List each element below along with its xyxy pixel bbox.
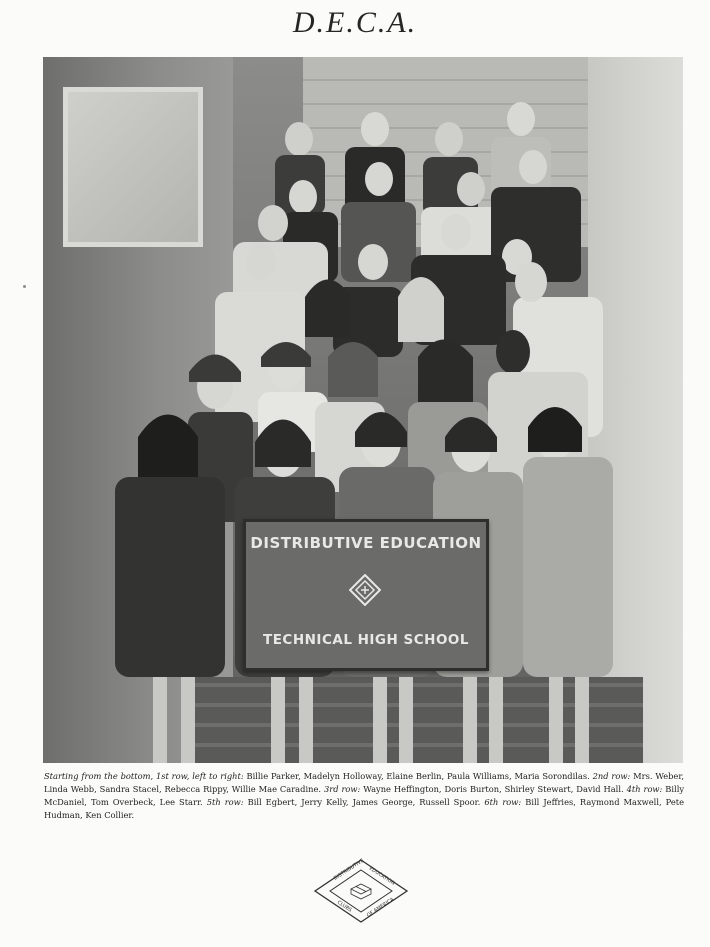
- caption-row-4: Billy McDaniel, Tom Overbeck, Lee Starr.: [44, 784, 685, 807]
- caption-lead: Starting from the bottom, 1st row, left to right:: [44, 771, 244, 781]
- logo-outer-diamond: [315, 857, 407, 922]
- logo-text-left: DISTRIBUTIVE: [332, 857, 366, 882]
- caption-row-6: Bill Jeffries, Raymond Maxwell, Pete Hudman, Ken Collier.: [44, 797, 685, 820]
- logo-text-right: EDUCATION: [367, 865, 396, 887]
- banner-line-1: DISTRIBUTIVE EDUCATION: [250, 534, 482, 552]
- margin-mark: [23, 285, 26, 288]
- caption-row-5: Bill Egbert, Jerry Kelly, James George, Russell Spoor.: [247, 797, 481, 807]
- logo-text-bottom-left: CLUBS: [335, 899, 353, 914]
- caption-row-5-label: 5th row:: [206, 797, 244, 807]
- caption-row-6-label: 6th row:: [484, 797, 522, 807]
- page-title: D.E.C.A.: [292, 6, 418, 39]
- deca-logo: [311, 856, 411, 926]
- caption-row-1: Billie Parker, Madelyn Holloway, Elaine Berlin, Paula Williams, Maria Sorondilas.: [246, 771, 590, 781]
- caption-row-2: Mrs. Weber, Linda Webb, Sandra Stacel, Rebecca Rippy, Willie Mae Caradine.: [44, 771, 685, 794]
- caption-row-2-label: 2nd row:: [592, 771, 631, 781]
- distributive-education-banner: [243, 519, 489, 671]
- caption-row-3: Wayne Heffington, Doris Burton, Shirley Stewart, David Hall.: [363, 784, 624, 794]
- logo-text-bottom-right: OF AMERICA: [365, 896, 396, 919]
- caption-row-3-label: 3rd row:: [323, 784, 361, 794]
- photo-caption: [44, 770, 684, 822]
- logo-books-icon: [351, 884, 371, 899]
- caption-row-4-label: 4th row:: [626, 784, 663, 794]
- deca-diamond-icon: [349, 574, 381, 606]
- group-photo: [43, 57, 683, 763]
- banner-line-2: TECHNICAL HIGH SCHOOL: [263, 632, 469, 648]
